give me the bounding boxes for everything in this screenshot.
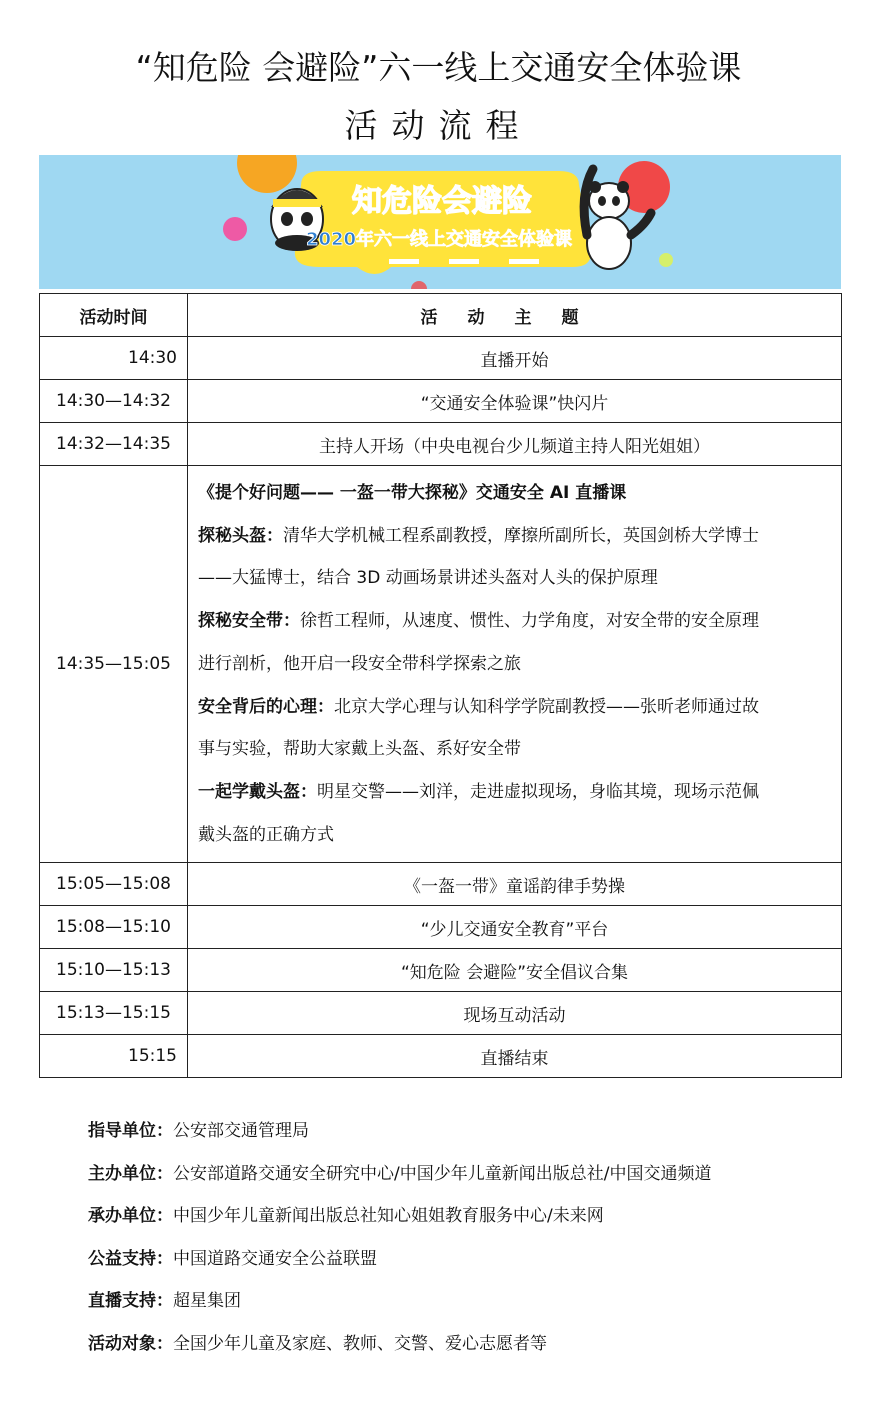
road-dash [509, 259, 539, 264]
green-dot-icon [659, 253, 673, 267]
footer-line-host [88, 1153, 848, 1196]
detail-label: 一起学戴头盔： [198, 781, 317, 802]
document-subtitle: 活动流程 [344, 106, 533, 145]
detail-text: 徐哲工程师，从速度、惯性、力学角度，对安全带的安全原理 [300, 611, 759, 632]
banner-subtitle: 2020年六一线上交通安全体验课 [305, 229, 573, 250]
row-time: 15:08—15:10 [40, 906, 188, 949]
row-time: 15:05—15:08 [40, 863, 188, 906]
detail-text: 明星交警——刘洋，走进虚拟现场，身临其境，现场示范佩 [317, 781, 759, 802]
footer-line-broadcast [88, 1280, 848, 1323]
detail-text-cont: ——大猛博士，结合 3D 动画场景讲述头盔对人头的保护原理 [198, 568, 658, 589]
footer-line-organizer [88, 1195, 848, 1238]
row-time: 15:10—15:13 [40, 949, 188, 992]
footer-label: 公益支持： [88, 1248, 173, 1269]
footer-label: 主办单位： [88, 1163, 173, 1184]
road-dash [389, 259, 419, 264]
table-row-detail [40, 466, 842, 863]
footer-label: 直播支持： [88, 1291, 173, 1311]
detail-text: 清华大学机械工程系副教授，摩擦所副所长，英国剑桥大学博士 [283, 525, 759, 546]
table-row [40, 380, 842, 423]
detail-text: 北京大学心理与认知科学学院副教授——张昕老师通过故 [334, 696, 759, 717]
detail-text-cont: 戴头盔的正确方式 [198, 824, 334, 845]
banner-illustration [39, 155, 841, 289]
row-topic: 《一盔一带》童谣韵律手势操 [188, 863, 842, 906]
organizer-info [88, 1110, 848, 1365]
footer-value: 公安部交通管理局 [173, 1121, 309, 1141]
row-topic-detail [188, 466, 842, 863]
footer-value: 中国道路交通安全公益联盟 [173, 1248, 377, 1269]
row-time: 15:15 [40, 1035, 188, 1078]
header-topic: 活动主题 [188, 294, 842, 337]
detail-label: 探秘安全带： [198, 611, 300, 632]
event-banner [39, 155, 841, 289]
orange-circle-icon [237, 155, 297, 193]
row-time: 14:35—15:05 [40, 466, 188, 863]
row-topic: 现场互动活动 [188, 992, 842, 1035]
footer-value: 全国少年儿童及家庭、教师、交警、爱心志愿者等 [173, 1333, 547, 1354]
footer-line-guidance [88, 1110, 848, 1153]
banner-main-title: 知危险会避险 [352, 184, 532, 219]
table-row [40, 906, 842, 949]
row-time: 15:13—15:15 [40, 992, 188, 1035]
road-dash [449, 259, 479, 264]
detail-text-cont: 进行剖析，他开启一段安全带科学探索之旅 [198, 653, 521, 674]
footer-line-audience [88, 1323, 848, 1366]
detail-label: 探秘头盔： [198, 525, 283, 546]
table-header-row [40, 294, 842, 337]
table-row [40, 337, 842, 380]
row-time: 14:32—14:35 [40, 423, 188, 466]
schedule-table [39, 293, 842, 1078]
footer-line-charity [88, 1238, 848, 1281]
document-title: “知危险 会避险”六一线上交通安全体验课 [135, 48, 742, 87]
pink-dot-icon [223, 217, 247, 241]
row-topic: 主持人开场（中央电视台少儿频道主持人阳光姐姐） [188, 423, 842, 466]
row-topic: 直播开始 [188, 337, 842, 380]
detail-heading: 《提个好问题—— 一盔一带大探秘》交通安全 AI 直播课 [198, 483, 627, 503]
row-time: 14:30 [40, 337, 188, 380]
table-row [40, 949, 842, 992]
footer-value: 公安部道路交通安全研究中心/中国少年儿童新闻出版总社/中国交通频道 [173, 1163, 712, 1184]
row-time: 14:30—14:32 [40, 380, 188, 423]
footer-label: 活动对象： [88, 1333, 173, 1354]
table-row [40, 1035, 842, 1078]
table-row [40, 992, 842, 1035]
red-dot-icon [411, 281, 427, 289]
header-time: 活动时间 [40, 294, 188, 337]
footer-value: 超星集团 [173, 1291, 241, 1311]
footer-label: 指导单位： [88, 1121, 173, 1141]
row-topic: 直播结束 [188, 1035, 842, 1078]
row-topic: “知危险 会避险”安全倡议合集 [188, 949, 842, 992]
table-row [40, 423, 842, 466]
row-topic: “少儿交通安全教育”平台 [188, 906, 842, 949]
row-topic: “交通安全体验课”快闪片 [188, 380, 842, 423]
detail-label: 安全背后的心理： [198, 696, 334, 717]
detail-text-cont: 事与实验，帮助大家戴上头盔、系好安全带 [198, 739, 521, 760]
footer-value: 中国少年儿童新闻出版总社知心姐姐教育服务中心/未来网 [173, 1206, 604, 1226]
table-row [40, 863, 842, 906]
footer-label: 承办单位： [88, 1206, 173, 1226]
